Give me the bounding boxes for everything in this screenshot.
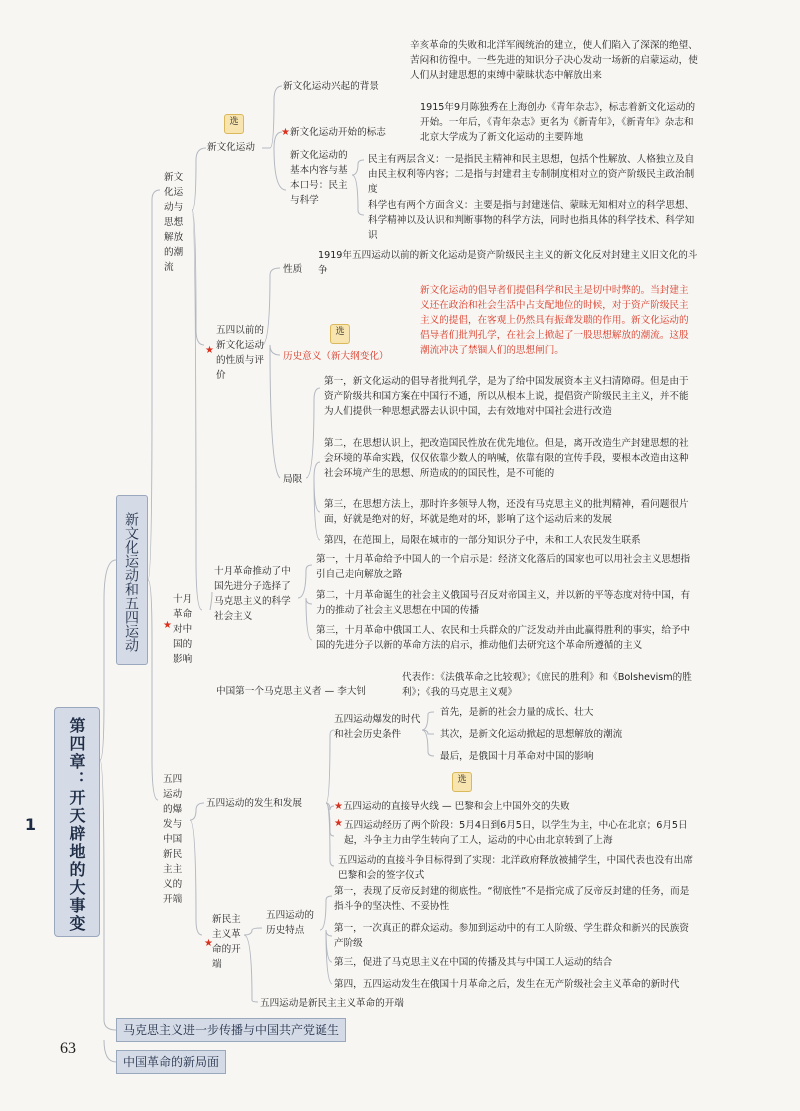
limit-3: 第三，在思想方法上，那时许多领导人物，还没有马克思主义的批判精神，看问题很片面，好就是绝对的好，坏就是绝对的坏，影响了这个运动后来的发展	[324, 499, 689, 525]
new-democratic-start: 五四运动是新民主主义革命的开端	[260, 998, 404, 1009]
star-icon: ★	[334, 818, 343, 829]
section-2-box	[116, 1018, 346, 1042]
first-marxist: 中国第一个马克思主义者 — 李大钊	[216, 686, 367, 697]
content-label: 新文化运动的基本内容与基本口号：民主与科学	[290, 150, 348, 206]
significance-text: 新文化运动的倡导者们提倡科学和民主是切中时弊的。当封建主义还在政治和社会生活中占支配地位的时候，对于资产阶级民主主义的提倡，在客观上仍然具有振聋发聩的作用。新文化运动的倡导者们批判孔学，在社会上掀起了一股思想解放的潮流。这股潮流冲决了禁锢人们的思想闸门。	[420, 285, 689, 356]
significance-label: 历史意义（新大纲变化）	[283, 351, 389, 362]
new-democratic-label: 新民主主义革命的开端	[212, 914, 241, 970]
background-label: 新文化运动兴起的背景	[283, 81, 379, 92]
star-icon: ★	[204, 938, 213, 949]
condition-2: 其次，是新文化运动掀起的思想解放的潮流	[440, 729, 623, 740]
limit-2: 第二，在思想认识上，把改造国民性放在优先地位。但是，离开改造生产封建思想的社会环境的革命实践，仅仅依靠少数人的呐喊，依靠有限的宣传手段，要根本改造由这种社会环境产生的思想、所造成的的国民性，是不可能的	[324, 438, 689, 479]
feature-1: 第一，表现了反帝反封建的彻底性。“彻底性”不是指完成了反帝反封建的任务，而是指斗争的坚决性、不妥协性	[334, 886, 690, 912]
feature-4: 第四，五四运动发生在俄国十月革命之后，发生在无产阶级社会主义革命的新时代	[334, 979, 680, 990]
section-3-box	[116, 1050, 226, 1074]
star-icon: ★	[334, 801, 343, 812]
chapter-title: 第四章：开天辟地的大事变1	[21, 717, 86, 933]
features-label: 五四运动的历史特点	[266, 910, 314, 936]
start-text: 1915年9月陈独秀在上海创办《青年杂志》，标志着新文化运动的开始。一年后，《青年杂志》更名为《新青年》，《新青年》杂志和北京大学成为了新文化运动的主要阵地	[420, 102, 696, 143]
limit-label: 局限	[283, 474, 303, 485]
october-choose-label: 十月革命推动了中国先进分子选择了马克思主义的科学社会主义	[214, 566, 291, 622]
new-culture-label: 新文化运动	[207, 142, 255, 153]
condition-1: 首先，是新的社会力量的成长、壮大	[440, 707, 594, 718]
marxist-works: 代表作：《法俄革命之比较观》；《庶民的胜利》和《Bolshevism的胜利》；《我的马克思主义观》	[402, 672, 692, 698]
nature-text: 1919年五四运动以前的新文化运动是资产阶级民主主义的新文化反对封建主义旧文化的斗争	[318, 250, 698, 276]
may-fourth-dev-label: 五四运动的发生和发展	[206, 798, 302, 809]
branch-new-culture-label: 新文化运动与思想解放的潮流	[164, 172, 184, 273]
goal-text: 五四运动的直接斗争目标得到了实现：北洋政府释放被捕学生，中国代表也没有出席巴黎和会的签字仪式	[338, 855, 693, 881]
feature-2: 第一，一次真正的群众运动。参加到运动中的有工人阶级、学生群众和新兴的民族资产阶级	[334, 923, 689, 949]
october-point-2: 第二，十月革命诞生的社会主义俄国号召反对帝国主义，并以新的平等态度对待中国，有力的推动了社会主义思想在中国的传播	[316, 590, 691, 616]
background-text: 辛亥革命的失败和北洋军阀统治的建立，使人们陷入了深深的绝望、苦闷和彷徨中。一些先进的知识分子决心发动一场新的启蒙运动，使人们从封建思想的束缚中蒙昧状态中解放出来	[410, 40, 698, 81]
start-label-wrap	[281, 125, 386, 140]
may-fourth-label: 五四运动的爆发与中国新民主主义的开端	[163, 774, 183, 905]
chapter-title-box	[21, 707, 100, 937]
nature-eval-label: 五四以前的新文化运动的性质与评价	[216, 325, 264, 381]
star-icon: ★	[205, 345, 214, 356]
nature-label: 性质	[283, 264, 303, 275]
democracy-text: 民主有两层含义：一是指民主精神和民主思想，包括个性解放、人格独立及自由民主权利等内容；二是指与封建君主专制制度相对立的资产阶级民主政治制度	[368, 154, 695, 195]
select-tag-3: 选	[452, 772, 472, 792]
october-point-3: 第三，十月革命中俄国工人、农民和士兵群众的广泛发动并由此赢得胜利的事实，给予中国的先进分子以新的革命方法的启示，推动他们去研究这个革命所遵循的主义	[316, 625, 691, 651]
section-main-box	[116, 495, 148, 665]
condition-3: 最后，是俄国十月革命对中国的影响	[440, 751, 594, 762]
section-main-title: 新文化运动和五四运动	[123, 512, 139, 652]
trigger-text: 五四运动的直接导火线 — 巴黎和会上中国外交的失败	[342, 801, 570, 812]
science-text: 科学也有两个方面含义：主要是指与封建迷信、蒙昧无知相对立的科学思想、科学精神以及认识和判断事物的科学方法，同时也指具体的科学技术、科学知识	[368, 200, 695, 241]
october-point-1: 第一，十月革命给予中国人的一个启示是：经济文化落后的国家也可以用社会主义思想指引自己走向解放之路	[316, 554, 691, 580]
star-icon: ★	[281, 127, 290, 138]
start-label: 新文化运动开始的标志	[289, 127, 386, 138]
select-tag-1: 选	[224, 114, 244, 134]
conditions-label: 五四运动爆发的时代和社会历史条件	[334, 714, 421, 740]
limit-1: 第一，新文化运动的倡导者批判孔学，是为了给中国发展资本主义扫清障碍。但是由于资产阶级共和国方案在中国行不通，所以从根本上说，提倡资产阶级民主主义，并不能为人们提供一种思想武器去认识中国，去有效地对中国社会进行改造	[324, 376, 689, 417]
october-label: 十月革命对中国的影响	[173, 594, 193, 665]
feature-3: 第三，促进了马克思主义在中国的传播及其与中国工人运动的结合	[334, 957, 613, 968]
select-tag-2: 选	[330, 324, 350, 344]
stages-text: 五四运动经历了两个阶段：5月4日到6月5日，以学生为主，中心在北京；6月5日起，斗争主力由学生转向了工人，运动的中心由北京转到了上海	[344, 820, 688, 846]
limit-4: 第四，在范围上，局限在城市的一部分知识分子中，未和工人农民发生联系	[324, 535, 641, 546]
trigger-wrap	[334, 799, 570, 814]
section-2-title: 马克思主义进一步传播与中国共产党诞生	[123, 1023, 340, 1037]
star-icon: ★	[163, 620, 172, 631]
page-number: 63	[60, 1040, 76, 1057]
section-3-title: 中国革命的新局面	[123, 1055, 220, 1069]
